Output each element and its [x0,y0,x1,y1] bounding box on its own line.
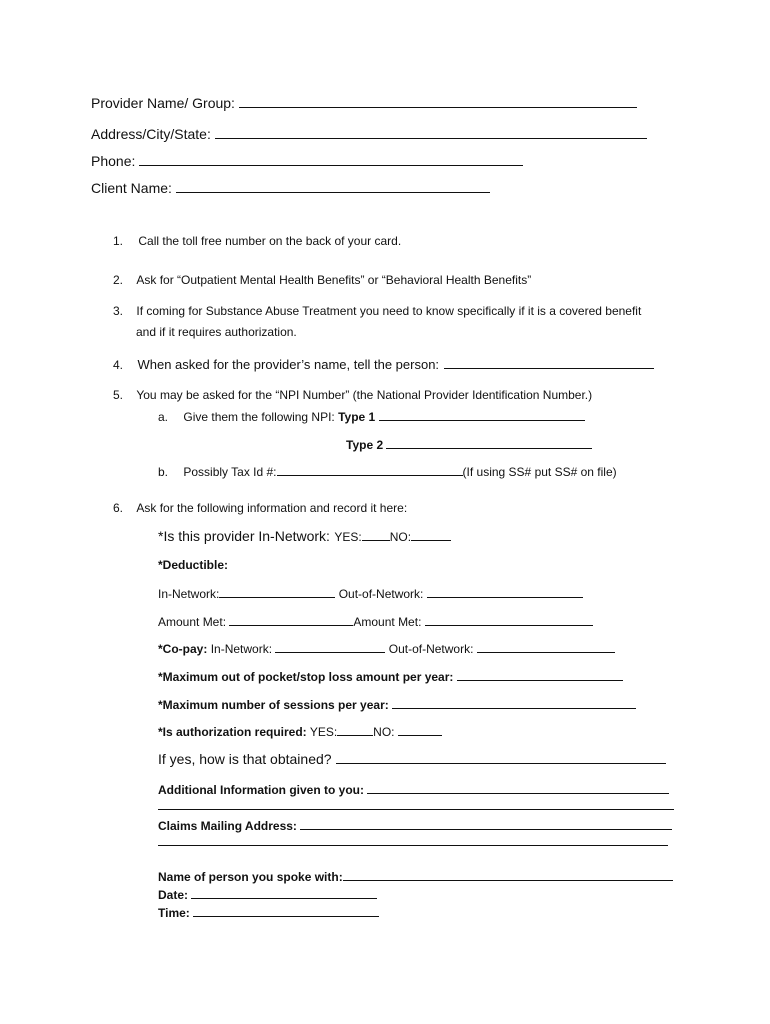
step-3-continued [136,325,297,339]
step-5 [113,388,592,402]
deductible-heading: *Deductible: [158,558,229,572]
step-4-text: When asked for the provider’s name, tell the person: [137,357,440,372]
step-6-number: 6. [113,501,124,515]
phone-row [91,153,523,169]
client-name-field[interactable] [176,180,490,193]
step-6 [113,501,407,515]
step-3-number: 3. [113,304,124,318]
date-row [158,886,377,902]
amount-met-in-field[interactable] [229,613,353,626]
deductible-out-network-label: Out-of-Network: [338,587,424,601]
max-oop-field[interactable] [457,668,623,681]
auth-yes-field[interactable] [337,723,373,736]
npi-type-1-field[interactable] [379,408,585,421]
copay-out-network-field[interactable] [477,640,615,653]
amount-met-out-label: Amount Met: [353,615,422,629]
npi-type-2-label: Type 2 [346,438,384,452]
npi-type-2-field[interactable] [386,436,592,449]
step-5b [158,463,617,479]
step-3-text-line-1: If coming for Substance Abuse Treatment you need to know specifically if it is a covered benefit [136,304,642,318]
step-3 [113,304,641,318]
max-sessions-label: *Maximum number of sessions per year: [158,698,389,712]
claims-address-extra-line[interactable] [158,845,668,846]
deductible-in-network-field[interactable] [219,585,335,598]
step-5a-letter: a. [158,410,169,424]
additional-info-extra-line[interactable] [158,809,674,810]
amount-met-in-label: Amount Met: [158,615,227,629]
additional-info-label: Additional Information given to you: [158,783,364,797]
claims-address-label: Claims Mailing Address: [158,819,297,833]
phone-field[interactable] [139,153,523,166]
step-1-text: Call the toll free number on the back of your card. [138,234,402,248]
auth-required-label: *Is authorization required: [158,725,307,739]
step-4-number: 4. [113,358,124,372]
max-oop-row [158,668,623,684]
auth-yes-label: YES: [309,725,338,739]
copay-row [158,640,615,656]
address-label: Address/City/State: [91,126,211,142]
additional-info-row [158,781,669,797]
step-5b-note: (If using SS# put SS# on file) [462,465,617,479]
step-6-text: Ask for the following information and record it here: [136,501,408,515]
tax-id-field[interactable] [277,463,463,476]
step-2-number: 2. [113,273,124,287]
copay-in-network-label: In-Network: [210,642,273,656]
spoke-with-row [158,868,673,884]
auth-no-label: NO: [373,725,395,739]
amount-met-out-field[interactable] [425,613,593,626]
step-2 [113,273,531,287]
step-4 [113,356,654,374]
provider-name-row [91,95,637,111]
in-network-yes-label: YES: [334,530,362,544]
time-row [158,904,379,920]
in-network-no-label: NO: [389,530,412,544]
step-5b-letter: b. [158,465,169,479]
claims-address-field[interactable] [300,817,672,830]
max-sessions-row [158,696,636,712]
auth-required-row [158,723,442,739]
deductible-in-network-label: In-Network: [158,587,220,601]
step-1 [113,234,401,248]
step-1-number: 1. [113,234,124,248]
step-5b-text: Possibly Tax Id #: [183,465,277,479]
date-label: Date: [158,888,189,902]
in-network-no-field[interactable] [411,528,451,541]
copay-in-network-field[interactable] [275,640,385,653]
if-yes-row [158,751,666,769]
step-5-number: 5. [113,388,124,402]
in-network-question: *Is this provider In-Network: [158,528,330,544]
max-sessions-field[interactable] [392,696,636,709]
max-oop-label: *Maximum out of pocket/stop loss amount per year: [158,670,454,684]
deductible-network-row [158,585,583,601]
auth-no-field[interactable] [398,723,442,736]
address-row [91,126,647,142]
spoke-with-label: Name of person you spoke with: [158,870,343,884]
time-label: Time: [158,906,190,920]
step-5a [158,408,585,424]
npi-type-1-label: Type 1 [338,410,376,424]
phone-label: Phone: [91,153,136,169]
step-3-text-line-2: and if it requires authorization. [136,325,297,339]
client-name-row [91,180,490,196]
if-yes-field[interactable] [336,751,666,764]
provider-name-label: Provider Name/ Group: [91,95,235,111]
in-network-yes-field[interactable] [362,528,390,541]
step-2-text: Ask for “Outpatient Mental Health Benefits” or “Behavioral Health Benefits” [136,273,532,287]
copay-label: *Co-pay: [158,642,208,656]
time-field[interactable] [193,904,379,917]
copay-out-network-label: Out-of-Network: [388,642,474,656]
step-5a-text: Give them the following NPI: [183,410,335,424]
claims-address-row [158,817,672,833]
npi-type-2-row [346,436,592,452]
amount-met-row [158,613,593,629]
spoke-with-field[interactable] [343,868,673,881]
deductible-out-network-field[interactable] [427,585,583,598]
provider-name-field[interactable] [239,95,637,108]
in-network-row [158,528,451,546]
step-5-text: You may be asked for the “NPI Number” (the National Provider Identification Number.) [136,388,593,402]
address-field[interactable] [215,126,647,139]
if-yes-label: If yes, how is that obtained? [158,751,332,767]
date-field[interactable] [191,886,377,899]
client-name-label: Client Name: [91,180,172,196]
additional-info-field[interactable] [367,781,669,794]
provider-name-told-field[interactable] [444,356,654,369]
